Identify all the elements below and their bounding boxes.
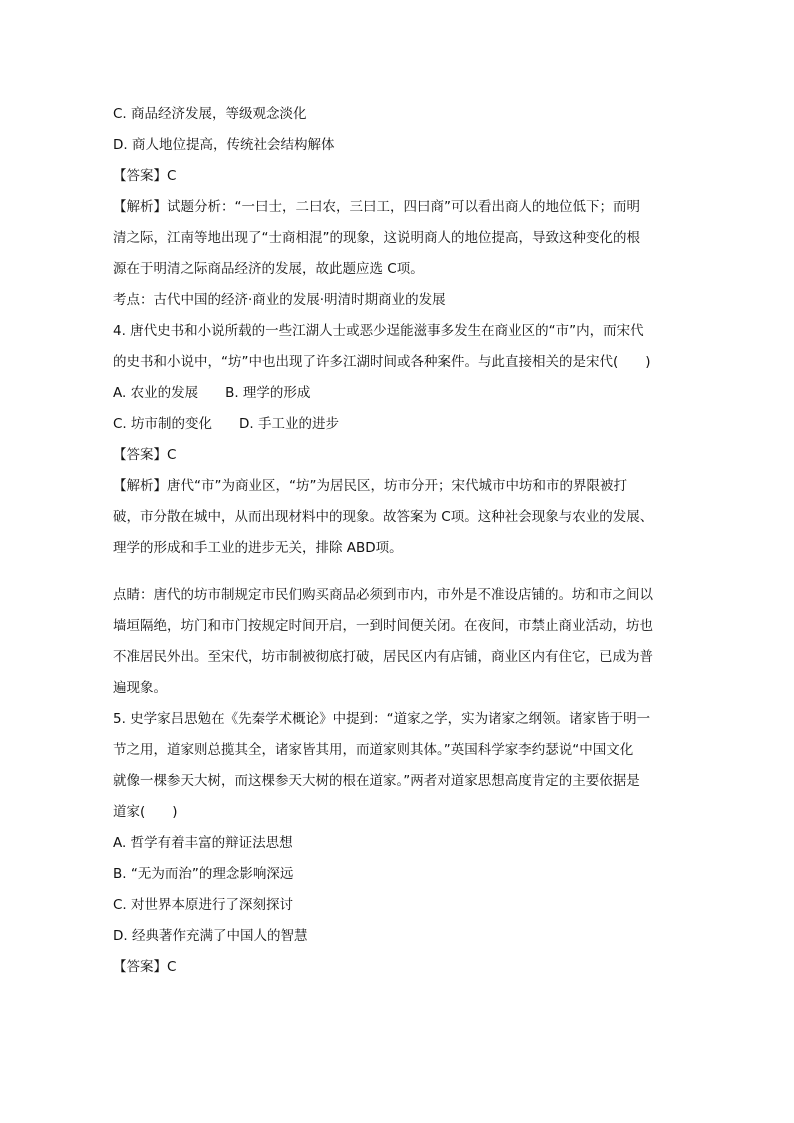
question-line: 道家( ) bbox=[113, 804, 178, 820]
analysis-line: 清之际，江南等地出现了“士商相混”的现象，这说明商人的地位提高，导致这种变化的根 bbox=[113, 230, 640, 246]
paragraph-gap bbox=[113, 564, 693, 580]
answer-line: 【答案】C bbox=[113, 959, 177, 975]
option-line: B. “无为而治”的理念影响深远 bbox=[113, 866, 294, 882]
answer-line: 【答案】C bbox=[113, 168, 177, 184]
question-line: 的史书和小说中，“坊”中也出现了许多江湖时间或各种案件。与此直接相关的是宋代( ) bbox=[113, 354, 651, 370]
analysis-line: 源在于明清之际商品经济的发展，故此题应选 C项。 bbox=[113, 261, 424, 277]
option-line: A. 农业的发展 B. 理学的形成 bbox=[113, 385, 311, 401]
comment-line: 不准居民外出。至宋代，坊市制被彻底打破，居民区内有店铺，商业区内有住它，已成为普 bbox=[113, 649, 653, 665]
analysis-line: 【解析】唐代“市”为商业区，“坊”为居民区，坊市分开；宋代城市中坊和市的界限被打 bbox=[113, 478, 627, 494]
option-line: A. 哲学有着丰富的辩证法思想 bbox=[113, 835, 293, 851]
question-line: 5. 史学家吕思勉在《先秦学术概论》中提到：“道家之学，实为诸家之纲领。诸家皆于明一 bbox=[113, 711, 651, 727]
option-line: C. 对世界本原进行了深刻探讨 bbox=[113, 897, 294, 913]
comment-line: 墙垣隔绝，坊门和市门按规定时间开启，一到时间便关闭。在夜间，市禁止商业活动，坊也 bbox=[113, 618, 653, 634]
option-line: C. 坊市制的变化 D. 手工业的进步 bbox=[113, 416, 339, 432]
option-line: C. 商品经济发展，等级观念淡化 bbox=[113, 106, 307, 122]
document-content bbox=[113, 99, 693, 983]
comment-line: 遍现象。 bbox=[113, 680, 167, 696]
option-line: D. 商人地位提高，传统社会结构解体 bbox=[113, 137, 335, 153]
question-line: 4. 唐代史书和小说所载的一些江湖人士或恶少逞能滋事多发生在商业区的“市”内，而宋代 bbox=[113, 323, 644, 339]
question-line: 节之用，道家则总揽其全，诸家皆其用，而道家则其体。”英国科学家李约瑟说“中国文化 bbox=[113, 742, 634, 758]
option-line: D. 经典著作充满了中国人的智慧 bbox=[113, 928, 308, 944]
exam-point-line: 考点：古代中国的经济·商业的发展·明清时期商业的发展 bbox=[113, 292, 446, 308]
analysis-line: 【解析】试题分析：“一曰士，二曰农，三曰工，四曰商”可以看出商人的地位低下；而明 bbox=[113, 199, 640, 215]
comment-line: 点睛：唐代的坊市制规定市民们购买商品必须到市内，市外是不准设店铺的。坊和市之间以 bbox=[113, 587, 653, 603]
analysis-line: 理学的形成和手工业的进步无关，排除 ABD项。 bbox=[113, 540, 403, 556]
answer-line: 【答案】C bbox=[113, 447, 177, 463]
question-line: 就像一棵参天大树，而这棵参天大树的根在道家。”两者对道家思想高度肯定的主要依据是 bbox=[113, 773, 640, 789]
analysis-line: 破，市分散在城中，从而出现材料中的现象。故答案为 C项。这种社会现象与农业的发展、 bbox=[113, 509, 654, 525]
